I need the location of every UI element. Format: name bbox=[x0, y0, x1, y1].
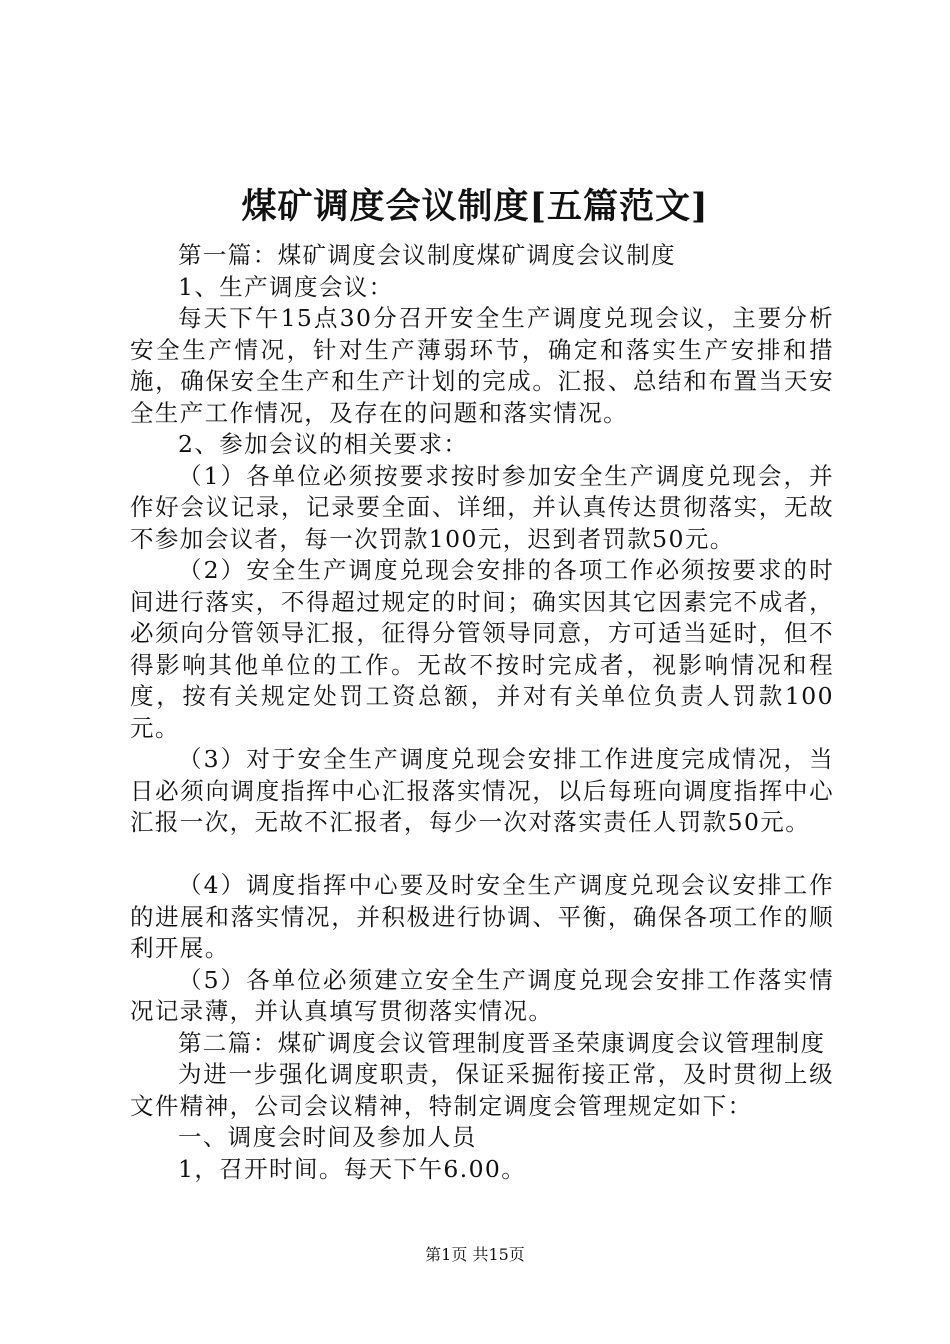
paragraph-requirement-4: （4）调度指挥中心要及时安全生产调度兑现会议安排工作的进展和落实情况，并积极进行协调、平衡，确保各项工作的顺利开展。 bbox=[130, 871, 834, 962]
subheading-time-and-attendees: 一、调度会时间及参加人员 bbox=[178, 1123, 477, 1151]
paragraph-meeting-schedule: 每天下午15点30分召开安全生产调度兑现会议，主要分析安全生产情况，针对生产薄弱环节，确定和落实生产安排和措施，确保安全生产和生产计划的完成。汇报、总结和布置当天安全生产工作情况，及存在的问题和落实情况。 bbox=[130, 304, 834, 427]
subheading-requirements: 2、参加会议的相关要求： bbox=[178, 430, 469, 458]
section-heading-2: 第二篇：煤矿调度会议管理制度晋圣荣康调度会议管理制度 bbox=[178, 1028, 826, 1057]
paragraph-requirement-2: （2）安全生产调度兑现会安排的各项工作必须按要求的时间进行落实，不得超过规定的时间；确实因其它因素完不成者，必须向分管领导汇报，征得分管领导同意，方可适当延时，但不得影响其他单位的工作。无故不按时完成者，视影响情况和程度，按有关规定处罚工资总额，并对有关单位负责人罚款100元。 bbox=[130, 556, 834, 742]
paragraph-requirement-1: （1）各单位必须按要求按时参加安全生产调度兑现会，并作好会议记录，记录要全面、详细，并认真传达贯彻落实，无故不参加会议者，每一次罚款100元，迟到者罚款50元。 bbox=[130, 461, 834, 553]
paragraph-purpose: 为进一步强化调度职责，保证采掘衔接正常，及时贯彻上级文件精神，公司会议精神，特制定调度会管理规定如下： bbox=[130, 1060, 834, 1120]
page-number: 第1页 共15页 bbox=[425, 1245, 525, 1264]
paragraph-meeting-time: 1，召开时间。每天下午6.00。 bbox=[178, 1154, 527, 1183]
document-title: 煤矿调度会议制度[五篇范文] bbox=[241, 186, 709, 227]
subheading-production-meeting: 1、生产调度会议： bbox=[178, 272, 394, 301]
document-body bbox=[130, 240, 834, 1185]
section-heading-1: 第一篇：煤矿调度会议制度煤矿调度会议制度 bbox=[178, 241, 676, 269]
paragraph-requirement-3: （3）对于安全生产调度兑现会安排工作进度完成情况，当日必须向调度指挥中心汇报落实情况，以后每班向调度指挥中心汇报一次，无故不汇报者，每少一次对落实责任人罚款50元。 bbox=[130, 745, 834, 836]
paragraph-requirement-5: （5）各单位必须建立安全生产调度兑现会安排工作落实情况记录薄，并认真填写贯彻落实情况。 bbox=[130, 965, 834, 1025]
